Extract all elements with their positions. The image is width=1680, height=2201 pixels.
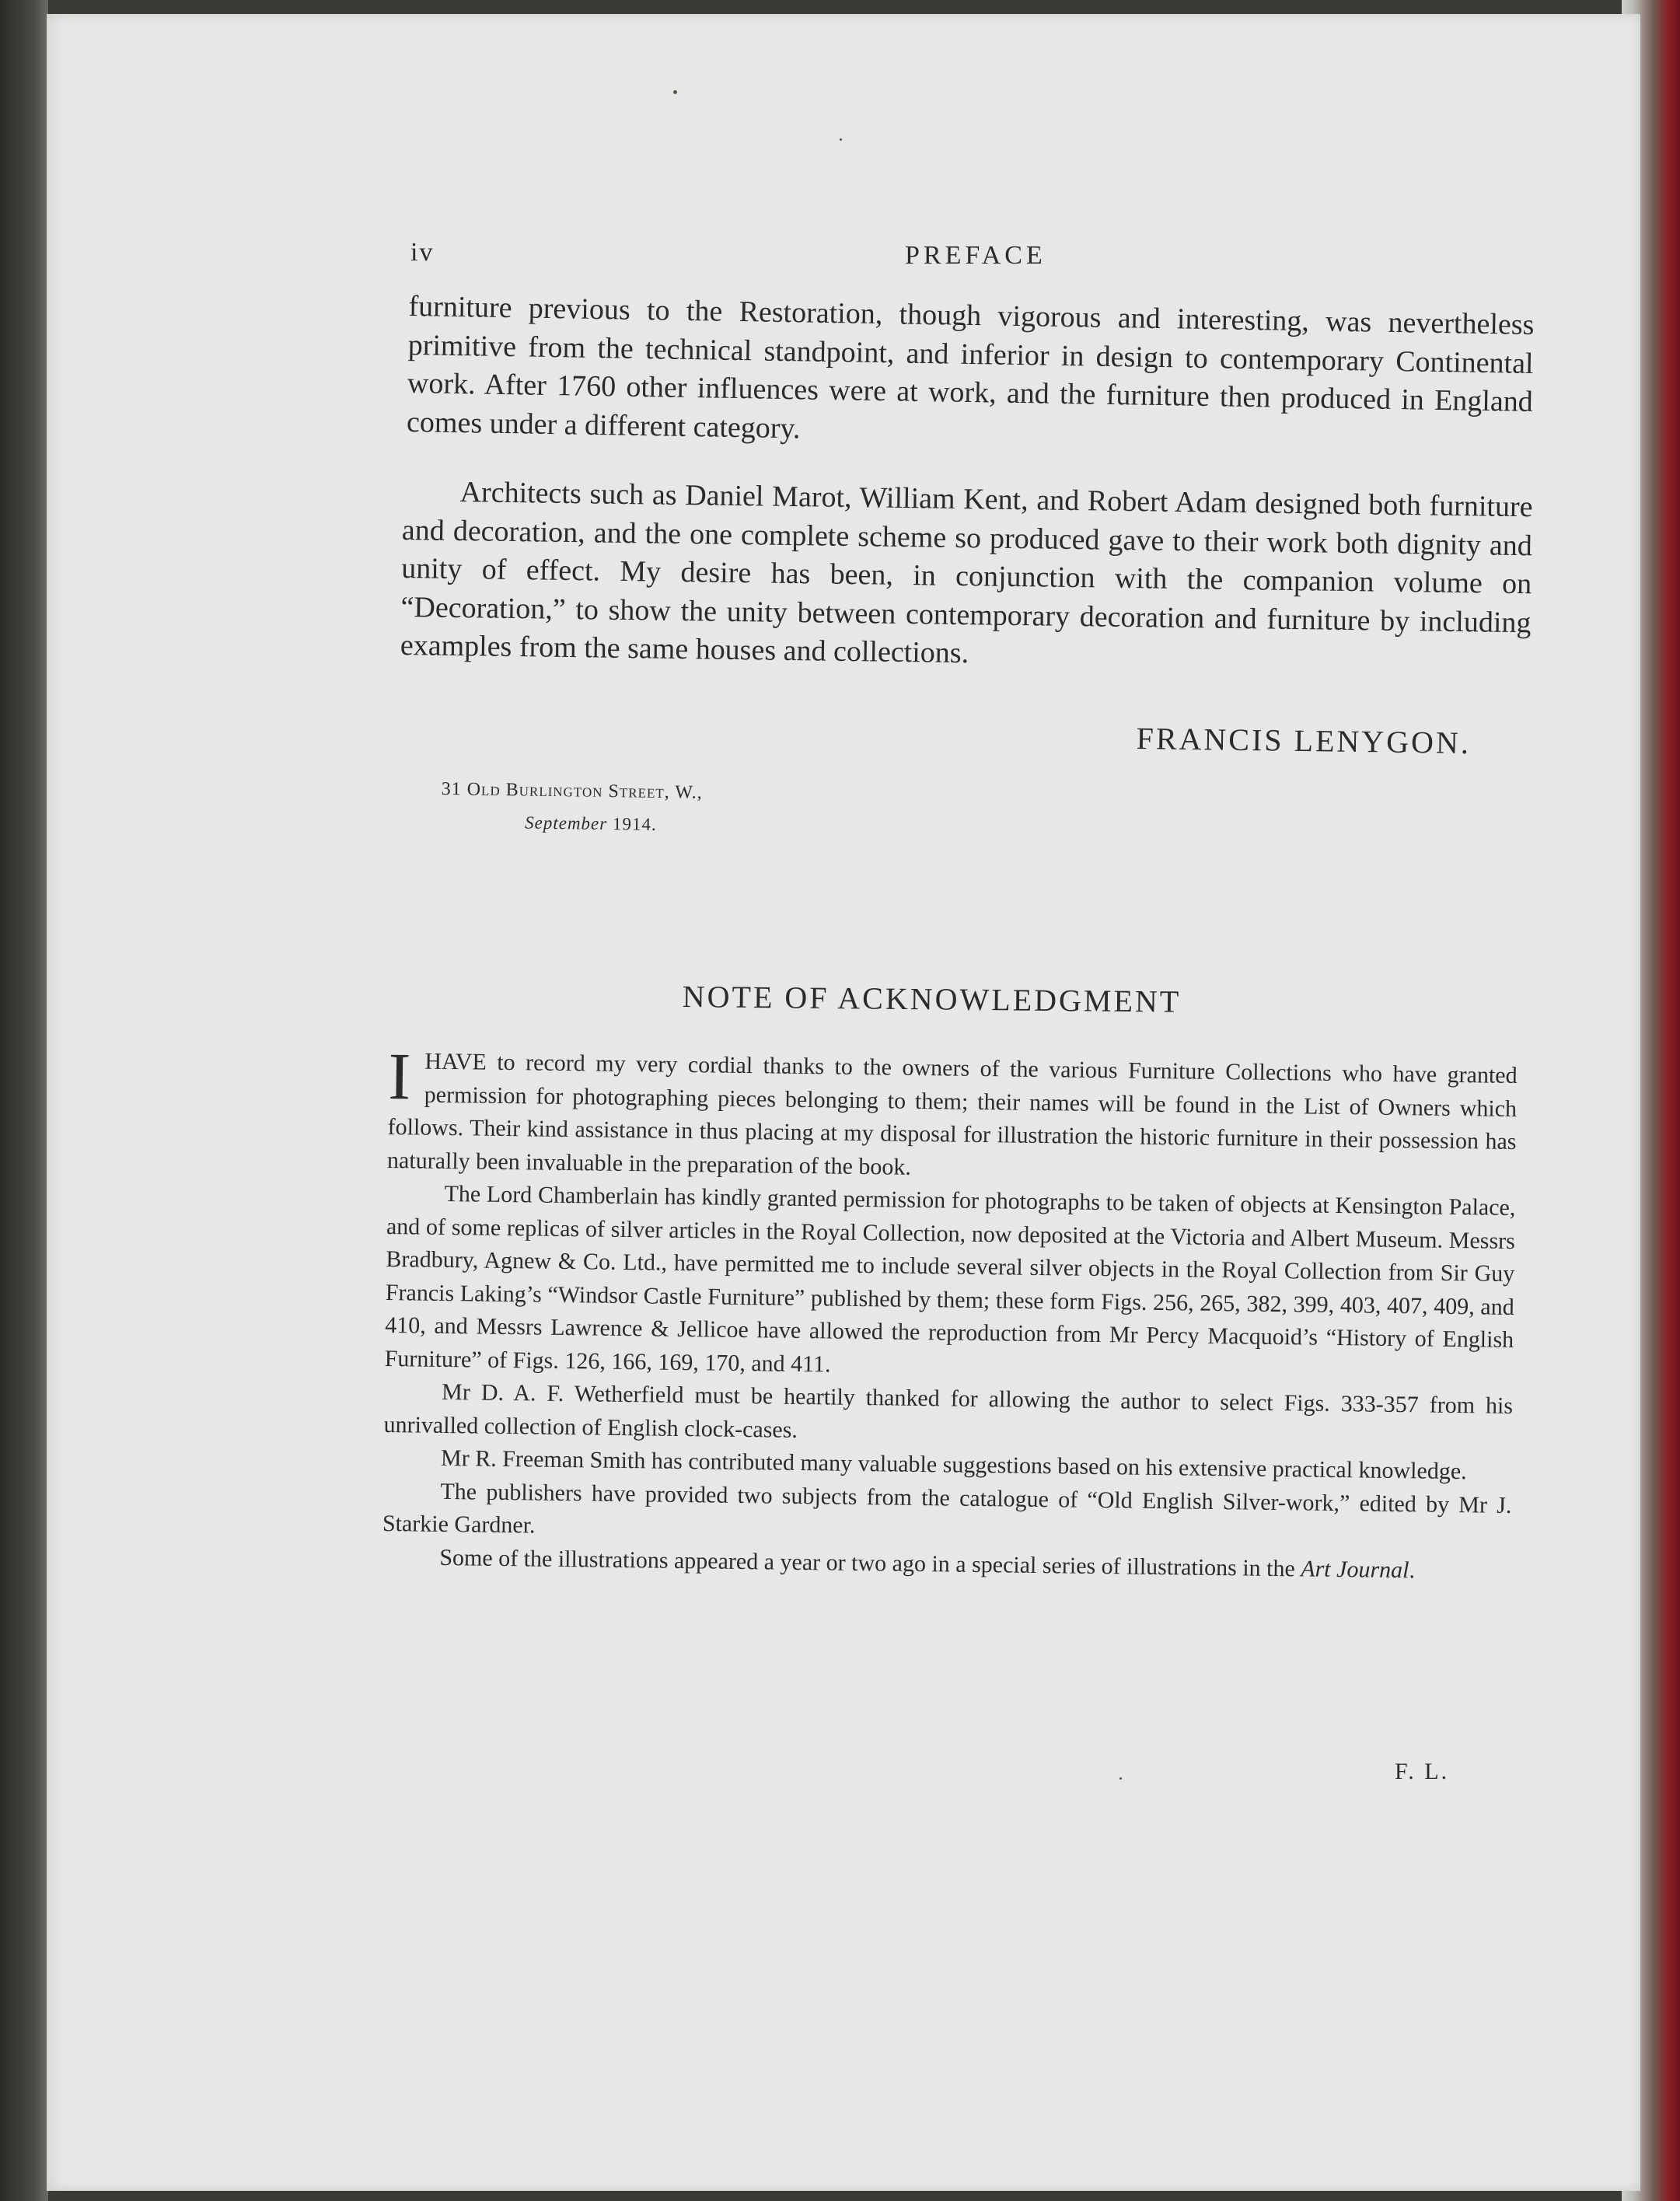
preface-paragraph: [400, 473, 1533, 681]
acknowledgment-paragraph: IHAVE to record my very cordial thanks to the owners of the various Furniture Collections who have granted permission for photographing pieces belonging to them; their names will be found in the List of Owners which follows. Their kind assistance in thus placing at my disposal for illustration the historic furniture in their possession has naturally been invaluable in the preparation of the book.: [386, 1039, 1518, 1180]
preface-paragraph-continued: [407, 288, 1535, 460]
date-year: 1914.: [612, 814, 657, 834]
acknowledgment-paragraph: Mr R. Freeman Smith has contributed many valuable suggestions based on his extensive practical knowledge.: [440, 1445, 1467, 1485]
acknowledgment-paragraph: The Lord Chamberlain has kindly granted permission for photographs to be taken of objects at Kensington Palace, and of some replicas of silver articles in the Royal Collection, now deposited at the Victoria and Albert Museum. Messrs Bradbury, Agnew & Co. Ltd., have permitted me to include several silver objects in the Royal Collection from Sir Guy Francis Laking’s “Windsor Castle Furniture” published by them; these form Figs. 256, 265, 382, 399, 403, 407, 409, and 410, and Messrs Lawrence & Jellicoe have allowed the reproduction from Mr Percy Macquoid’s “History of English Furniture” of Figs. 126, 166, 169, 170, and 411.: [384, 1180, 1516, 1377]
journal-title: Art Journal: [1301, 1555, 1409, 1583]
acknowledgment-body: [382, 1039, 1518, 1588]
acknowledgment-paragraph: Mr D. A. F. Wetherfield must be heartily thanked for allowing the author to select Figs. 333-357 from his unrivalled collection of English clock-cases.: [383, 1378, 1514, 1443]
paper-speck: [1119, 1777, 1122, 1780]
running-head: PREFACE: [905, 241, 1046, 270]
acknowledgment-paragraph: The publishers have provided two subjects from the catalogue of “Old English Silver-work,” edited by Mr J. Starkie Gardner.: [382, 1478, 1512, 1539]
preface-paragraph-text: Architects such as Daniel Marot, William Kent, and Robert Adam designed both furniture and decoration, and the one complete scheme so produced gave to their work both dignity and unity of effect. My desire has been, in conjunction with the companion volume on “Decoration,” to show the unity between contemporary decoration and furniture by including examples from the same houses and collections.: [400, 476, 1533, 670]
author-initials: F. L.: [1395, 1759, 1450, 1784]
address-line: 31 Old Burlington Street, W.,: [441, 778, 703, 803]
book-gutter-shadow: [0, 0, 48, 2201]
preface-paragraph-text: furniture previous to the Restoration, though vigorous and interesting, was nevertheless primitive from the technical standpoint, and inferior in design to contemporary Continental work. After 1760 other influences were at work, and the furniture then produced in England comes under a different category.: [406, 289, 1535, 445]
page-number: iv: [410, 238, 435, 267]
date-month: September: [524, 812, 608, 833]
paper-speck: [840, 138, 842, 141]
section-heading: NOTE OF ACKNOWLEDGMENT: [682, 979, 1182, 1019]
acknowledgment-text-end: .: [1409, 1556, 1416, 1583]
acknowledgment-text: Some of the illustrations appeared a year or two ago in a special series of illustrations in the: [439, 1544, 1296, 1581]
address-block: [441, 773, 703, 842]
author-signature: FRANCIS LENYGON.: [1136, 720, 1472, 761]
date-line: [441, 805, 703, 842]
book-page: [47, 14, 1640, 2191]
paper-speck: [673, 90, 677, 94]
